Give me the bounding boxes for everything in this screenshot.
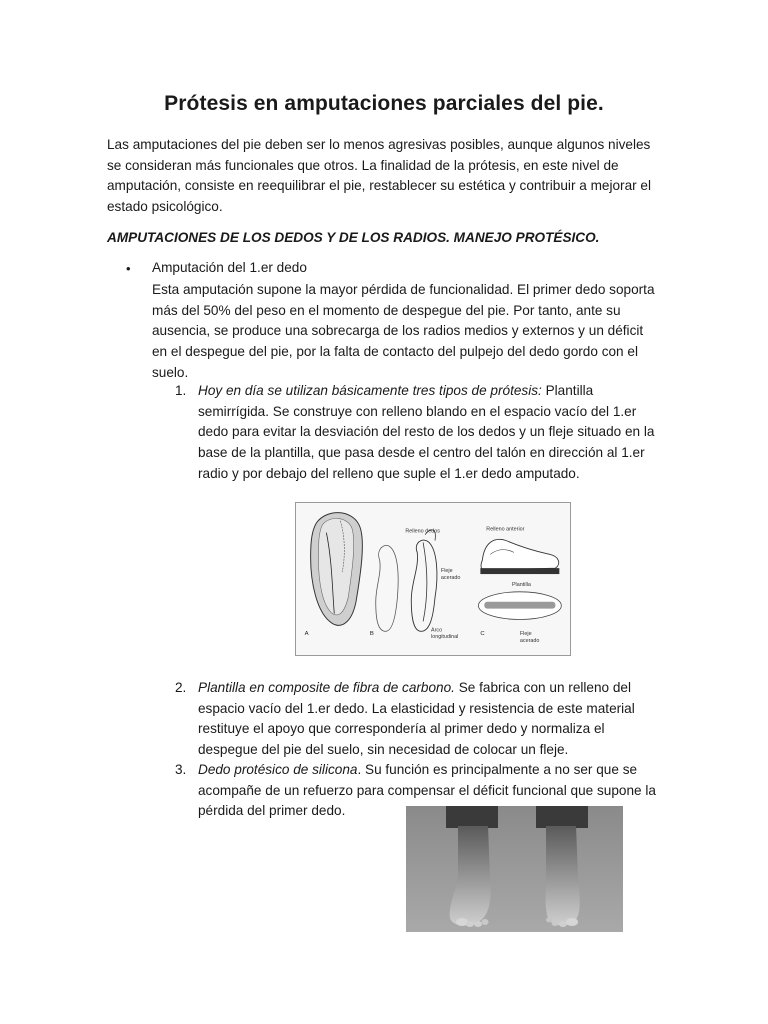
panel-letter-c: C: [480, 631, 485, 638]
insole-c: [478, 592, 561, 620]
panel-letter-b: B: [369, 631, 374, 638]
label-relleno-anterior: Relleno anterior: [486, 526, 525, 533]
item-number: 3.: [175, 762, 187, 777]
list-item: [198, 678, 666, 761]
item-body: . Su función es principalmente a no ser que se acompañe de un refuerzo para compensar el déficit funcional que supone la pérdida del primer dedo.: [198, 762, 656, 819]
label-relleno-dedos: Relleno dedos: [405, 528, 440, 535]
feet-photo: [406, 806, 623, 932]
intro-paragraph: Las amputaciones del pie deben ser lo menos agresivas posibles, aunque algunos niveles se consideran más funcionales que otros. La finalidad de la prótesis, en este nivel de amputación, consiste en reequilibrar el pie, restablecer su estética y contribuir a mejorar el estado psicológico.: [107, 137, 652, 215]
prosthesis-figure: [295, 502, 571, 656]
item-body: Se fabrica con un relleno del espacio vacío del 1.er dedo. La elasticidad y resistencia de este material restituye el apoyo que correspondería al primer dedo y normaliza el despegue del pie del suelo, sin necesidad de colocar un fleje.: [198, 680, 635, 758]
section-heading: AMPUTACIONES DE LOS DEDOS Y DE LOS RADIOS. MANEJO PROTÉSICO.: [107, 230, 600, 245]
item-number: 1.: [175, 383, 187, 398]
label-plantilla: Plantilla: [511, 581, 531, 588]
item-number: 2.: [175, 680, 187, 695]
label-fleje-acerado-c: Fleje: [519, 631, 532, 638]
feet-photo-image: [406, 806, 623, 932]
panel-letter-a: A: [304, 631, 309, 638]
item-body: Plantilla semirrígida. Se construye con relleno blando en el espacio vacío del 1.er dedo para evitar la desviación del resto de los dedos y un fleje situado en la base de la plantilla, que pasa desde el centro del talón en dirección al 1.er radio y por debajo del relleno que suple el 1.er dedo amputado.: [198, 383, 655, 481]
list-item: [198, 381, 666, 485]
label-fleje-acerado: Fleje: [440, 568, 453, 575]
item-lead: Plantilla en composite de fibra de carbono.: [198, 680, 455, 695]
label-fleje-acerado-c-2: acerado: [519, 638, 540, 645]
label-fleje-acerado-2: acerado: [440, 575, 461, 581]
item-lead: Hoy en día se utilizan básicamente tres tipos de prótesis:: [198, 383, 542, 398]
label-arco-longitudinal-2: longitudinal: [431, 634, 459, 641]
figure-illustration: [296, 503, 570, 655]
document-title: Prótesis en amputaciones parciales del pie.: [164, 92, 604, 115]
bullet-body: Esta amputación supone la mayor pérdida de funcionalidad. El primer dedo soporta más del 50% del peso en el momento de despegue del pie. Por tanto, ante su ausencia, se produce una sobrecarga de los radios medios y externos y un déficit en el despegue del pie, por la falta de contacto del pulpejo del dedo gordo con el suelo.: [152, 282, 655, 380]
item-lead: Dedo protésico de silicona: [198, 762, 358, 777]
bullet-title: Amputación del 1.er dedo: [152, 260, 307, 275]
label-arco-longitudinal: Arco: [431, 627, 443, 634]
bullet-marker: •: [126, 261, 131, 276]
